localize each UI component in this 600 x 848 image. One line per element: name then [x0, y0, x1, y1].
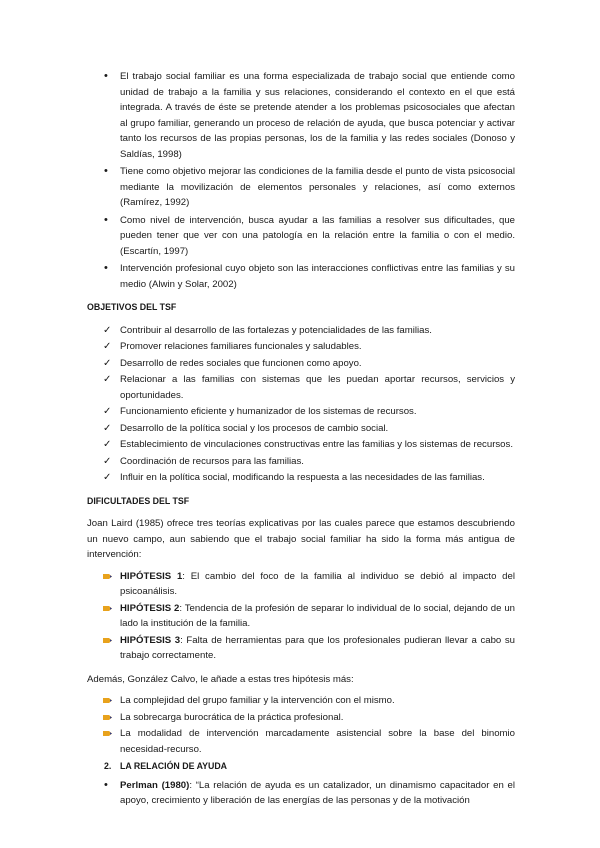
- pencil-tip: [110, 575, 112, 578]
- hipotesis-list: [87, 569, 515, 664]
- list-item-text: Desarrollo de la política social y los procesos de cambio social.: [120, 422, 389, 434]
- pencil-icon: [103, 729, 113, 738]
- checkmark-icon: ✓: [103, 324, 112, 336]
- section-heading-dificultades: DIFICULTADES DEL TSF: [87, 495, 190, 506]
- section-heading-objetivos: OBJETIVOS DEL TSF: [87, 302, 177, 312]
- hipotesis-label: HIPÓTESIS 3: [120, 634, 181, 646]
- checkmark-icon: ✓: [103, 455, 112, 467]
- extra-intro: Además, González Calvo, le añade a estas tres hipótesis más:: [87, 673, 354, 685]
- checkmark-icon: ✓: [103, 472, 112, 483]
- checkmark-icon: ✓: [103, 406, 112, 417]
- section-number: 2.: [104, 761, 112, 771]
- pencil-icon: [103, 713, 113, 722]
- bullet-icon: •: [104, 165, 108, 177]
- list-item: [87, 710, 515, 726]
- pencil-tip: [110, 732, 112, 735]
- list-item: [87, 261, 515, 292]
- checkmark-icon: ✓: [103, 439, 112, 450]
- pencil-icon: [103, 572, 113, 581]
- list-item: [87, 356, 515, 372]
- list-item: [87, 778, 515, 809]
- list-item-text: Coordinación de recursos para las familias.: [120, 455, 304, 467]
- page-content: [87, 69, 515, 811]
- list-item: [87, 601, 515, 632]
- list-item-text: La sobrecarga burocrática de la práctica profesional.: [120, 711, 344, 723]
- pencil-icon: [103, 696, 113, 705]
- list-item: [87, 470, 515, 486]
- hipotesis-label: HIPÓTESIS 2: [120, 602, 180, 614]
- section-title: LA RELACIÓN DE AYUDA: [120, 761, 228, 771]
- list-item-text: La complejidad del grupo familiar y la intervención con el mismo.: [120, 695, 395, 706]
- list-item-text: Contribuir al desarrollo de las fortalezas y potencialidades de las familias.: [120, 324, 432, 336]
- list-item: [87, 213, 515, 260]
- list-item-text: Promover relaciones familiares funcionales y saludables.: [120, 341, 362, 352]
- bullet-icon: •: [104, 70, 108, 82]
- definition-list: [87, 69, 515, 292]
- list-item-text: Establecimiento de vinculaciones constructivas entre las familias y los sistemas de recursos.: [120, 439, 513, 450]
- bullet-icon: •: [104, 778, 108, 791]
- author-label: Perlman (1980): [120, 779, 190, 791]
- hipotesis-text: : Tendencia de la profesión de separar lo individual de lo social, dejando de un lado la institución de la familia.: [120, 602, 515, 629]
- bullet-icon: •: [104, 213, 108, 226]
- checkmark-icon: ✓: [103, 374, 112, 385]
- pencil-icon: [103, 604, 113, 613]
- list-item: [87, 569, 515, 600]
- list-item: [87, 69, 515, 162]
- list-item-text: Tiene como objetivo mejorar las condiciones de la familia desde el punto de vista psicosocial mediante la movilización de elementos personales y relaciones, así como externos (Ramírez, 1992): [120, 166, 515, 208]
- checkmark-icon: ✓: [103, 341, 112, 352]
- bullet-icon: •: [104, 262, 108, 274]
- relacion-ayuda-list: [87, 778, 515, 809]
- section-heading-relacion-ayuda: [87, 759, 515, 775]
- list-item-text: : “La relación de ayuda es un catalizador, un dinamismo capacitador en el apoyo, crecimiento y liberación de las energías de las personas y de la motivación: [120, 779, 515, 806]
- pencil-icon: [103, 636, 113, 645]
- hipotesis-label: HIPÓTESIS 1: [120, 570, 183, 582]
- list-item-text: Funcionamiento eficiente y humanizador de los sistemas de recursos.: [120, 406, 417, 417]
- list-item: [87, 726, 515, 757]
- list-item: [87, 339, 515, 355]
- list-item: [87, 437, 515, 453]
- list-item-text: Influir en la política social, modificando la respuesta a las necesidades de las familias.: [120, 472, 485, 483]
- list-item: [87, 323, 515, 339]
- list-item: [87, 693, 515, 709]
- dificultades-intro: Joan Laird (1985) ofrece tres teorías explicativas por las cuales parece que estamos descubriendo un nuevo campo, aun sabiendo que el trabajo social familiar ha sido la forma más antigua de intervención:: [87, 518, 515, 560]
- hipotesis-text: : El cambio del foco de la familia al individuo se debió al impacto del psicoanálisis.: [120, 570, 515, 597]
- hipotesis-text: : Falta de herramientas para que los profesionales pudieran llevar a cabo su trabajo correctamente.: [120, 634, 515, 661]
- list-item: [87, 421, 515, 437]
- checkmark-icon: ✓: [103, 422, 112, 434]
- objetivos-list: [87, 323, 515, 486]
- pencil-tip: [110, 607, 112, 610]
- pencil-tip: [110, 639, 112, 642]
- pencil-tip: [110, 699, 112, 702]
- pencil-tip: [110, 716, 112, 719]
- checkmark-icon: ✓: [103, 357, 112, 369]
- list-item: [87, 372, 515, 403]
- list-item-text: Relacionar a las familias con sistemas que les puedan aportar recursos, servicios y oportunidades.: [120, 374, 515, 401]
- list-item-text: Como nivel de intervención, busca ayudar a las familias a resolver sus dificultades, que pueden tener que ver con una patología en la relación entre la familia o con el medio. (Escartín, 1997): [120, 214, 515, 257]
- list-item: [87, 164, 515, 211]
- list-item-text: La modalidad de intervención marcadamente asistencial sobre la base del binomio necesidad-recurso.: [120, 728, 515, 755]
- list-item: [87, 454, 515, 470]
- list-item-text: Desarrollo de redes sociales que funcionen como apoyo.: [120, 357, 362, 369]
- list-item: [87, 633, 515, 664]
- list-item-text: Intervención profesional cuyo objeto son las interacciones conflictivas entre las familias y su medio (Alwin y Solar, 2002): [120, 263, 515, 290]
- list-item-text: El trabajo social familiar es una forma especializada de trabajo social que entiende como unidad de trabajo a la familia y sus relaciones, considerando el contexto en el que está integrada. A través de éste se pretende atender a los problemas psicosociales que afectan al grupo familiar, generando un proceso de relación de ayuda, que busca potenciar y activar tanto los recursos de las propias personas, los de la familia y las redes sociales (Donoso y Saldías, 1998): [120, 71, 515, 160]
- extra-list: [87, 693, 515, 757]
- list-item: [87, 404, 515, 420]
